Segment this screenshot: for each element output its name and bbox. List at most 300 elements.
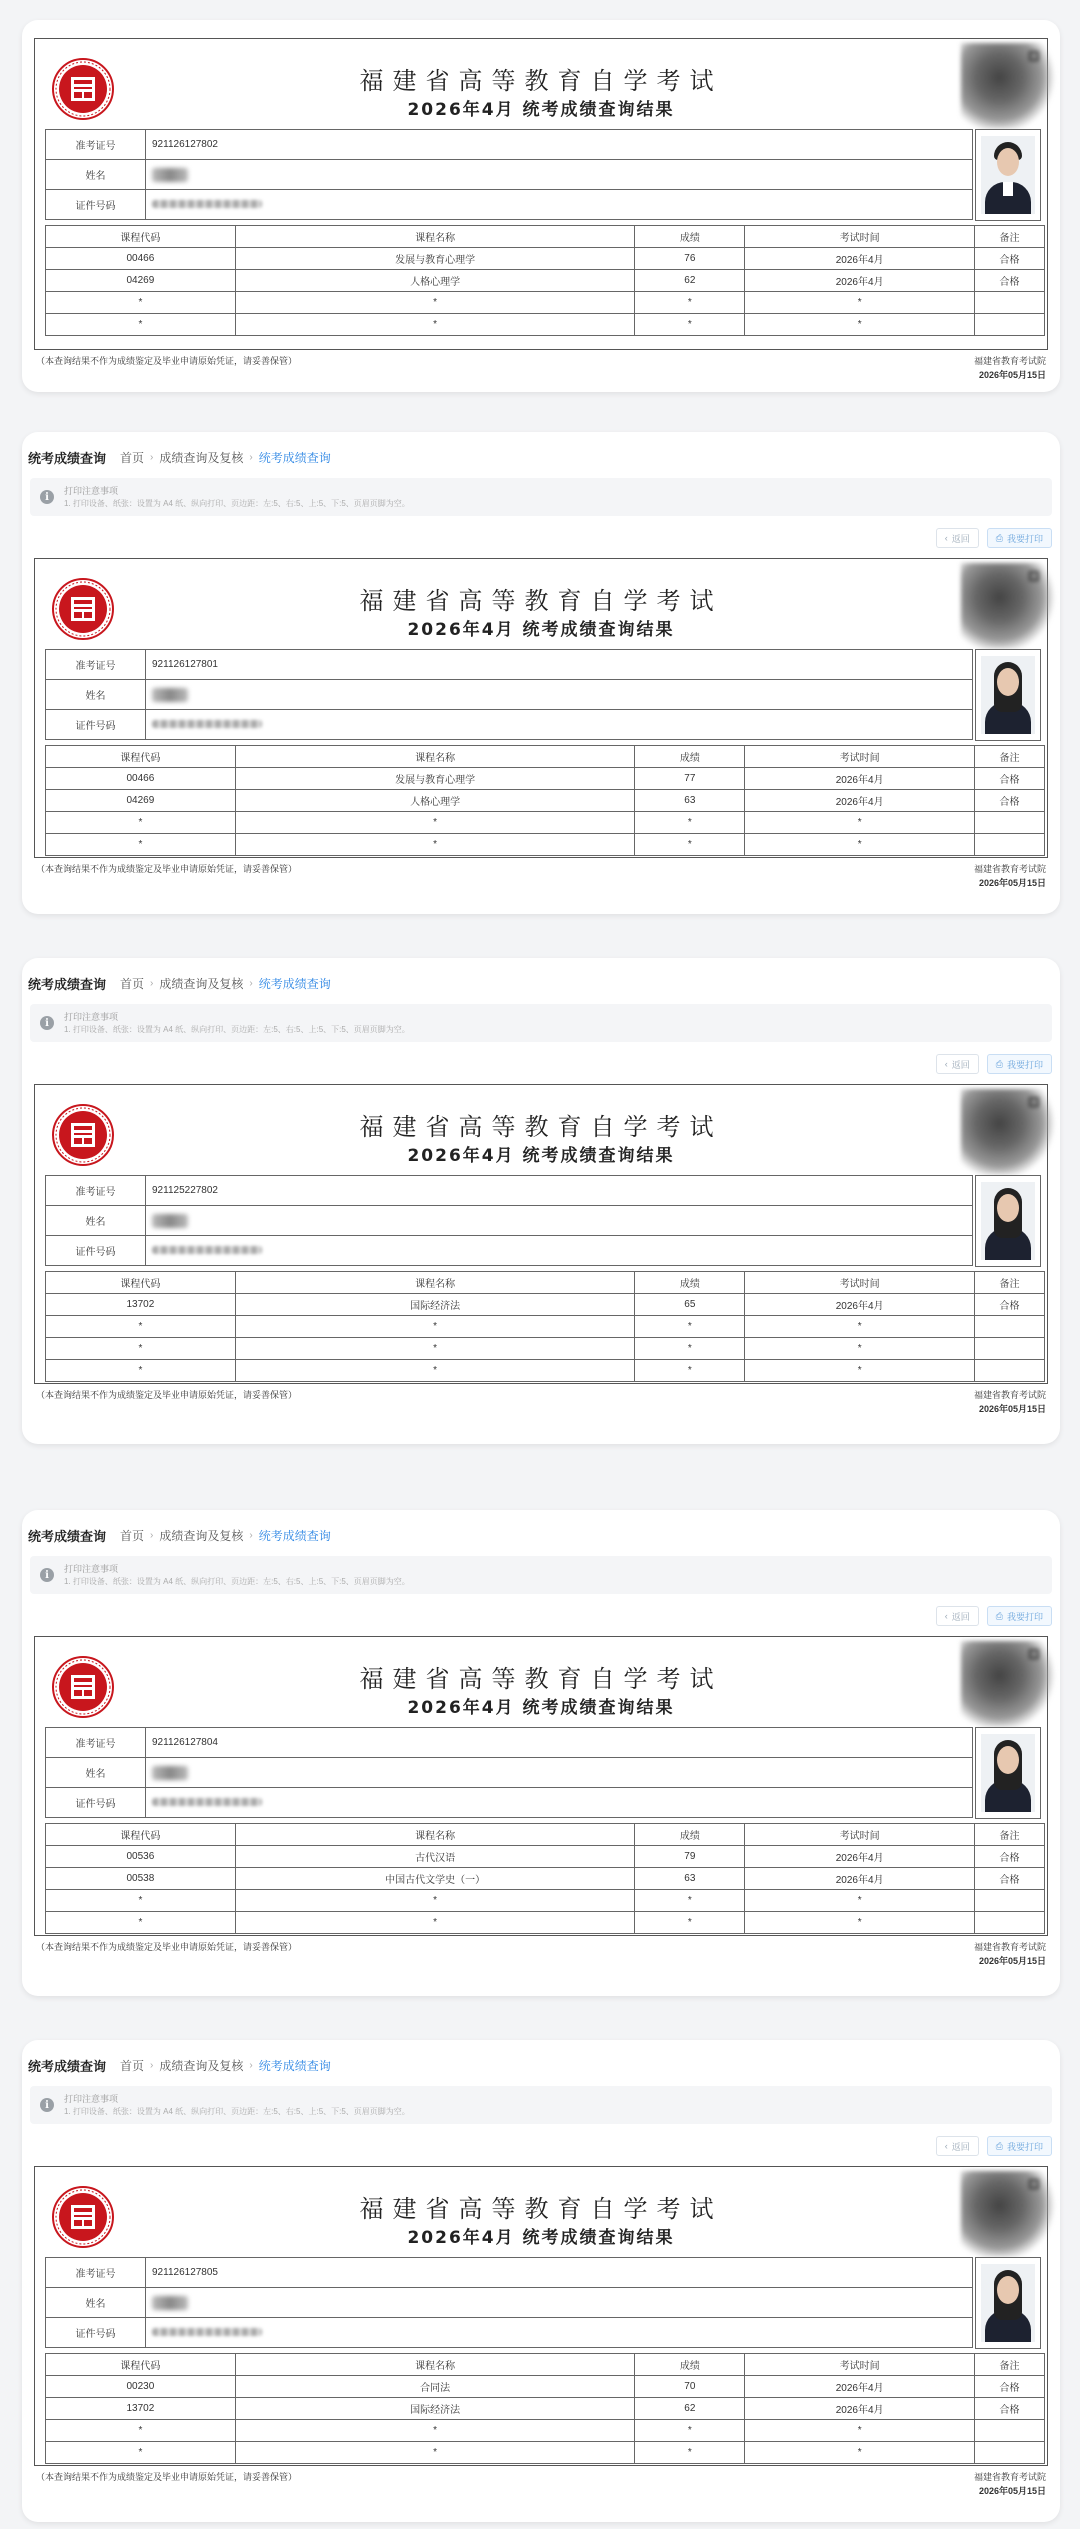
printer-icon: ⎙ — [995, 2140, 1003, 2151]
table-row — [46, 1912, 1045, 1934]
table-cell: * — [745, 834, 975, 856]
table-cell: 2026年4月 — [745, 270, 975, 292]
table-cell: 国际经济法 — [235, 2398, 635, 2420]
column-header: 课程代码 — [46, 1824, 236, 1846]
back-arrow-icon: ‹ — [944, 1059, 948, 1069]
breadcrumb-item[interactable]: 成绩查询及复核 — [159, 2058, 244, 2073]
table-row — [46, 270, 1045, 292]
table-cell: 00466 — [46, 248, 236, 270]
issue-date: 2026年05月15日 — [978, 1956, 1046, 1966]
table-cell: 人格心理学 — [235, 790, 635, 812]
table-cell: 合格 — [975, 768, 1045, 790]
candidate-name-row — [46, 2288, 973, 2318]
column-header: 备注 — [975, 746, 1045, 768]
table-cell: * — [745, 1360, 975, 1382]
notice-text: 1. 打印设备、纸张：设置为 A4 纸、纵向打印、页边距：左:5、右:5、上:5、下:5、页眉页脚为空。 — [64, 499, 410, 508]
table-cell — [975, 2420, 1045, 2442]
table-cell: 63 — [635, 1868, 745, 1890]
column-header: 成绩 — [635, 746, 745, 768]
table-row — [46, 314, 1045, 336]
candidate-name-label: 姓名 — [46, 2288, 146, 2318]
report-footnote — [36, 1388, 1046, 1416]
id-number-row — [46, 1788, 973, 1818]
table-cell: * — [46, 812, 236, 834]
back-button[interactable] — [936, 1054, 979, 1074]
disclaimer-text: （本查询结果不作为成绩鉴定及毕业申请原始凭证，请妥善保管） — [36, 1942, 298, 1952]
report-footnote — [36, 1940, 1046, 1968]
breadcrumb-item[interactable]: 成绩查询及复核 — [159, 1528, 244, 1543]
action-buttons — [22, 2132, 1052, 2160]
report-footnote — [36, 2470, 1046, 2498]
report-subtitle: 2026年4月 统考成绩查询结果 — [407, 620, 675, 640]
column-header: 成绩 — [635, 1824, 745, 1846]
column-header: 成绩 — [635, 226, 745, 248]
table-cell: * — [635, 1338, 745, 1360]
redacted-id-number — [152, 2328, 262, 2336]
report-footnote — [36, 354, 1046, 382]
table-row — [46, 790, 1045, 812]
column-header: 课程代码 — [46, 1272, 236, 1294]
portrait-image — [981, 656, 1035, 734]
notice-title: 打印注意事项 — [64, 2094, 119, 2104]
issuing-org: 福建省教育考试院 — [973, 1390, 1046, 1400]
back-button-label: 返回 — [951, 533, 970, 544]
back-arrow-icon: ‹ — [944, 2141, 948, 2151]
table-cell: 2026年4月 — [745, 1868, 975, 1890]
disclaimer-text: （本查询结果不作为成绩鉴定及毕业申请原始凭证，请妥善保管） — [36, 1390, 298, 1400]
report-subtitle: 2026年4月 统考成绩查询结果 — [407, 1698, 675, 1718]
table-cell: * — [635, 1912, 745, 1934]
print-notice — [30, 478, 1052, 516]
printer-icon: ⎙ — [995, 1610, 1003, 1621]
table-cell: * — [46, 292, 236, 314]
page-title: 统考成绩查询 — [28, 976, 107, 992]
issuing-org: 福建省教育考试院 — [973, 356, 1046, 366]
back-button[interactable] — [936, 1606, 979, 1626]
table-cell: 合格 — [975, 2398, 1045, 2420]
table-row — [46, 292, 1045, 314]
back-button-label: 返回 — [951, 1059, 970, 1070]
column-header: 课程代码 — [46, 2354, 236, 2376]
back-arrow-icon: ‹ — [944, 1611, 948, 1621]
column-header: 考试时间 — [745, 1824, 975, 1846]
table-cell: 2026年4月 — [745, 1846, 975, 1868]
score-report — [34, 38, 1048, 350]
score-table — [45, 745, 1045, 856]
table-cell: * — [46, 1890, 236, 1912]
table-cell — [975, 834, 1045, 856]
breadcrumb-separator: › — [249, 451, 253, 463]
table-row — [46, 1890, 1045, 1912]
portrait-image — [981, 136, 1035, 214]
table-cell: * — [745, 2420, 975, 2442]
table-cell: 合格 — [975, 270, 1045, 292]
column-header: 考试时间 — [745, 2354, 975, 2376]
page-header — [28, 2052, 1060, 2078]
candidate-name-value — [146, 160, 973, 190]
breadcrumb-separator: › — [150, 451, 154, 463]
candidate-name-value — [146, 1206, 973, 1236]
score-table-header — [46, 1272, 1045, 1294]
score-report — [34, 558, 1048, 858]
score-table-header — [46, 1824, 1045, 1846]
breadcrumb-item: 统考成绩查询 — [258, 976, 331, 991]
portrait-image — [981, 2264, 1035, 2342]
redacted-qr-code — [961, 1641, 1057, 1727]
table-cell: * — [635, 1360, 745, 1382]
table-cell: * — [235, 1316, 635, 1338]
id-number-row — [46, 190, 973, 220]
table-cell: 古代汉语 — [235, 1846, 635, 1868]
exam-number-value: 921126127802 — [146, 130, 973, 160]
portrait-image — [981, 1734, 1035, 1812]
table-row — [46, 834, 1045, 856]
print-button[interactable] — [987, 1054, 1052, 1074]
score-table-header — [46, 226, 1045, 248]
table-cell: 合格 — [975, 1846, 1045, 1868]
breadcrumb-item: 统考成绩查询 — [258, 450, 331, 465]
page-title: 统考成绩查询 — [28, 2058, 107, 2074]
table-cell: 发展与教育心理学 — [235, 248, 635, 270]
table-cell: * — [635, 1316, 745, 1338]
result-card — [22, 958, 1060, 1444]
id-number-label: 证件号码 — [46, 710, 146, 740]
issue-date: 2026年05月15日 — [978, 2486, 1046, 2496]
column-header: 考试时间 — [745, 746, 975, 768]
exam-number-row — [46, 1728, 973, 1758]
table-row — [46, 768, 1045, 790]
id-number-label: 证件号码 — [46, 2318, 146, 2348]
redacted-id-number — [152, 1798, 262, 1806]
table-cell: * — [745, 314, 975, 336]
id-number-label: 证件号码 — [46, 1236, 146, 1266]
exam-number-row — [46, 130, 973, 160]
candidate-name-value — [146, 2288, 973, 2318]
breadcrumb-separator: › — [150, 977, 154, 989]
report-title: 福建省高等教育自学考试 — [359, 67, 723, 95]
id-number-label: 证件号码 — [46, 190, 146, 220]
issue-date: 2026年05月15日 — [978, 370, 1046, 380]
printer-icon: ⎙ — [995, 532, 1003, 543]
table-cell: 合格 — [975, 1294, 1045, 1316]
table-cell: * — [635, 1890, 745, 1912]
table-cell: * — [46, 1338, 236, 1360]
table-cell: * — [635, 292, 745, 314]
redacted-qr-code — [961, 1089, 1057, 1175]
back-button-label: 返回 — [951, 1611, 970, 1622]
print-notice — [30, 1004, 1052, 1042]
table-cell: 2026年4月 — [745, 1294, 975, 1316]
score-report — [34, 2166, 1048, 2466]
column-header: 课程名称 — [235, 2354, 635, 2376]
breadcrumb-separator: › — [150, 1529, 154, 1541]
breadcrumb-item[interactable]: 首页 — [120, 976, 145, 991]
candidate-name-row — [46, 1206, 973, 1236]
table-cell: * — [745, 812, 975, 834]
redacted-id-number — [152, 1246, 262, 1254]
table-cell: * — [46, 2442, 236, 2464]
info-icon: i — [40, 1568, 54, 1582]
table-cell: * — [46, 1316, 236, 1338]
table-cell — [975, 1890, 1045, 1912]
exam-number-value: 921125227802 — [146, 1176, 973, 1206]
id-number-row — [46, 2318, 973, 2348]
table-cell: * — [745, 1890, 975, 1912]
id-number-value — [146, 1788, 973, 1818]
table-cell: 00230 — [46, 2376, 236, 2398]
table-cell: 中国古代文学史（一） — [235, 1868, 635, 1890]
table-cell: 04269 — [46, 790, 236, 812]
table-cell: 13702 — [46, 2398, 236, 2420]
notice-text: 1. 打印设备、纸张：设置为 A4 纸、纵向打印、页边距：左:5、右:5、上:5、下:5、页眉页脚为空。 — [64, 1577, 410, 1586]
issue-date: 2026年05月15日 — [978, 878, 1046, 888]
info-icon: i — [40, 490, 54, 504]
candidate-photo — [975, 1175, 1041, 1267]
column-header: 备注 — [975, 226, 1045, 248]
table-cell: * — [635, 2442, 745, 2464]
table-row — [46, 1846, 1045, 1868]
table-cell — [975, 314, 1045, 336]
notice-title: 打印注意事项 — [64, 1012, 119, 1022]
candidate-name-row — [46, 1758, 973, 1788]
disclaimer-text: （本查询结果不作为成绩鉴定及毕业申请原始凭证，请妥善保管） — [36, 864, 298, 874]
print-button[interactable] — [987, 528, 1052, 548]
table-cell: * — [46, 314, 236, 336]
result-card — [22, 1510, 1060, 1996]
candidate-info-table — [45, 129, 973, 220]
id-number-row — [46, 1236, 973, 1266]
exam-number-row — [46, 1176, 973, 1206]
exam-number-label: 准考证号 — [46, 130, 146, 160]
redacted-id-number — [152, 200, 262, 208]
candidate-name-label: 姓名 — [46, 1758, 146, 1788]
candidate-name-label: 姓名 — [46, 1206, 146, 1236]
redacted-qr-code — [961, 2171, 1057, 2257]
disclaimer-text: （本查询结果不作为成绩鉴定及毕业申请原始凭证，请妥善保管） — [36, 356, 298, 366]
portrait-image — [981, 1182, 1035, 1260]
table-cell: 国际经济法 — [235, 1294, 635, 1316]
table-cell: * — [235, 1360, 635, 1382]
table-cell — [975, 1338, 1045, 1360]
redacted-name — [152, 688, 188, 702]
candidate-photo — [975, 1727, 1041, 1819]
page-header — [28, 970, 1060, 996]
breadcrumb-separator: › — [249, 2059, 253, 2071]
table-cell: * — [235, 1912, 635, 1934]
score-table-header — [46, 2354, 1045, 2376]
table-cell: 2026年4月 — [745, 2376, 975, 2398]
table-cell: * — [235, 834, 635, 856]
table-cell: 62 — [635, 270, 745, 292]
issuing-org: 福建省教育考试院 — [973, 1942, 1046, 1952]
exam-number-label: 准考证号 — [46, 650, 146, 680]
breadcrumb-item[interactable]: 首页 — [120, 450, 145, 465]
notice-text: 1. 打印设备、纸张：设置为 A4 纸、纵向打印、页边距：左:5、右:5、上:5、下:5、页眉页脚为空。 — [64, 2107, 410, 2116]
exam-number-value: 921126127804 — [146, 1728, 973, 1758]
back-button[interactable] — [936, 2136, 979, 2156]
table-cell: * — [745, 2442, 975, 2464]
table-row — [46, 1360, 1045, 1382]
result-card — [22, 432, 1060, 914]
table-cell — [975, 1912, 1045, 1934]
candidate-name-label: 姓名 — [46, 680, 146, 710]
column-header: 成绩 — [635, 2354, 745, 2376]
table-cell: * — [46, 834, 236, 856]
table-cell: * — [46, 1912, 236, 1934]
table-cell: * — [235, 2442, 635, 2464]
column-header: 课程名称 — [235, 746, 635, 768]
exam-number-row — [46, 650, 973, 680]
report-subtitle: 2026年4月 统考成绩查询结果 — [407, 2228, 675, 2248]
breadcrumb-separator: › — [249, 1529, 253, 1541]
table-cell: * — [635, 834, 745, 856]
notice-title: 打印注意事项 — [64, 486, 119, 496]
table-cell: * — [235, 812, 635, 834]
back-button[interactable] — [936, 528, 979, 548]
page-header — [28, 444, 1060, 470]
exam-number-value: 921126127805 — [146, 2258, 973, 2288]
column-header: 课程名称 — [235, 1824, 635, 1846]
table-row — [46, 2442, 1045, 2464]
redacted-qr-code — [961, 43, 1057, 129]
table-cell — [975, 2442, 1045, 2464]
column-header: 备注 — [975, 1272, 1045, 1294]
column-header: 课程名称 — [235, 1272, 635, 1294]
print-button-label: 我要打印 — [1006, 1059, 1043, 1070]
notice-title: 打印注意事项 — [64, 1564, 119, 1574]
table-cell: 79 — [635, 1846, 745, 1868]
print-notice — [30, 2086, 1052, 2124]
table-cell: * — [46, 2420, 236, 2442]
print-button-label: 我要打印 — [1006, 2141, 1043, 2152]
table-cell: 63 — [635, 790, 745, 812]
id-number-value — [146, 190, 973, 220]
table-cell: * — [235, 314, 635, 336]
score-table — [45, 1823, 1045, 1934]
column-header: 成绩 — [635, 1272, 745, 1294]
table-cell: * — [635, 2420, 745, 2442]
report-subtitle: 2026年4月 统考成绩查询结果 — [407, 1146, 675, 1166]
column-header: 备注 — [975, 2354, 1045, 2376]
issue-date: 2026年05月15日 — [978, 1404, 1046, 1414]
print-button[interactable] — [987, 2136, 1052, 2156]
print-button-label: 我要打印 — [1006, 1611, 1043, 1622]
id-number-value — [146, 1236, 973, 1266]
breadcrumb-separator: › — [249, 977, 253, 989]
table-cell: 发展与教育心理学 — [235, 768, 635, 790]
action-buttons — [22, 1602, 1052, 1630]
table-cell: 2026年4月 — [745, 768, 975, 790]
table-cell: 13702 — [46, 1294, 236, 1316]
table-cell: 62 — [635, 2398, 745, 2420]
id-number-row — [46, 710, 973, 740]
score-table — [45, 225, 1045, 336]
table-cell — [975, 1360, 1045, 1382]
exam-number-label: 准考证号 — [46, 1728, 146, 1758]
candidate-info-table — [45, 2257, 973, 2348]
id-number-value — [146, 710, 973, 740]
table-row — [46, 2398, 1045, 2420]
table-cell: 合格 — [975, 2376, 1045, 2398]
issuing-org: 福建省教育考试院 — [973, 864, 1046, 874]
redacted-name — [152, 1766, 188, 1780]
table-cell — [975, 1316, 1045, 1338]
exam-number-label: 准考证号 — [46, 1176, 146, 1206]
table-cell: * — [745, 1912, 975, 1934]
score-table-header — [46, 746, 1045, 768]
result-card — [22, 20, 1060, 392]
table-cell — [975, 812, 1045, 834]
breadcrumb-separator: › — [150, 2059, 154, 2071]
table-cell: * — [745, 292, 975, 314]
table-row — [46, 1868, 1045, 1890]
print-button[interactable] — [987, 1606, 1052, 1626]
breadcrumb-item[interactable]: 首页 — [120, 2058, 145, 2073]
breadcrumb-item: 统考成绩查询 — [258, 2058, 331, 2073]
candidate-info-table — [45, 1727, 973, 1818]
back-arrow-icon: ‹ — [944, 533, 948, 543]
table-cell: * — [235, 2420, 635, 2442]
issuing-org: 福建省教育考试院 — [973, 2472, 1046, 2482]
breadcrumb-item[interactable]: 成绩查询及复核 — [159, 450, 244, 465]
column-header: 考试时间 — [745, 1272, 975, 1294]
table-cell: 65 — [635, 1294, 745, 1316]
column-header: 考试时间 — [745, 226, 975, 248]
result-card — [22, 2040, 1060, 2522]
table-cell: * — [235, 1338, 635, 1360]
action-buttons — [22, 524, 1052, 552]
redacted-name — [152, 168, 188, 182]
column-header: 课程代码 — [46, 746, 236, 768]
table-cell: 77 — [635, 768, 745, 790]
table-cell: 2026年4月 — [745, 2398, 975, 2420]
report-subtitle: 2026年4月 统考成绩查询结果 — [407, 100, 675, 120]
score-table — [45, 1271, 1045, 1382]
breadcrumb-item[interactable]: 成绩查询及复核 — [159, 976, 244, 991]
report-title: 福建省高等教育自学考试 — [359, 1113, 723, 1141]
table-row — [46, 2376, 1045, 2398]
column-header: 课程名称 — [235, 226, 635, 248]
candidate-info-table — [45, 649, 973, 740]
column-header: 课程代码 — [46, 226, 236, 248]
page-title: 统考成绩查询 — [28, 1528, 107, 1544]
report-title: 福建省高等教育自学考试 — [359, 2195, 723, 2223]
info-icon: i — [40, 1016, 54, 1030]
table-row — [46, 248, 1045, 270]
report-footnote — [36, 862, 1046, 890]
candidate-photo — [975, 2257, 1041, 2349]
page-header — [28, 1522, 1060, 1548]
table-row — [46, 1316, 1045, 1338]
candidate-photo — [975, 649, 1041, 741]
breadcrumb-item[interactable]: 首页 — [120, 1528, 145, 1543]
table-cell: * — [635, 812, 745, 834]
printer-icon: ⎙ — [995, 1058, 1003, 1069]
table-cell: * — [235, 292, 635, 314]
id-number-value — [146, 2318, 973, 2348]
candidate-name-value — [146, 680, 973, 710]
candidate-name-row — [46, 680, 973, 710]
candidate-name-value — [146, 1758, 973, 1788]
action-buttons — [22, 1050, 1052, 1078]
table-cell: * — [46, 1360, 236, 1382]
table-cell: 合格 — [975, 248, 1045, 270]
info-icon: i — [40, 2098, 54, 2112]
table-cell: * — [235, 1890, 635, 1912]
table-cell — [975, 292, 1045, 314]
candidate-name-row — [46, 160, 973, 190]
disclaimer-text: （本查询结果不作为成绩鉴定及毕业申请原始凭证，请妥善保管） — [36, 2472, 298, 2482]
